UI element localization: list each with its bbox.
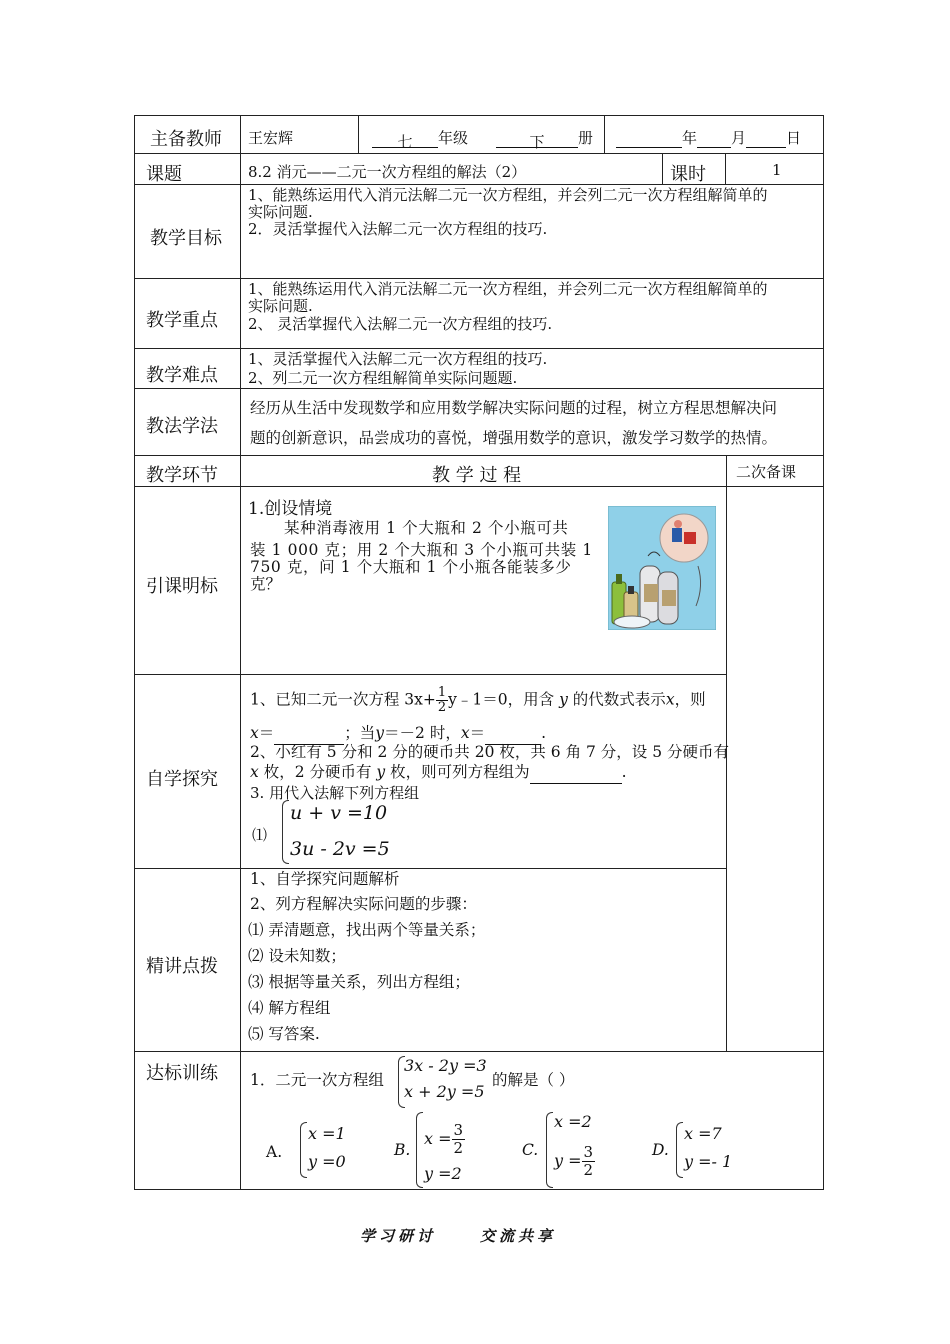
goals-line2: 实际问题. <box>248 203 313 221</box>
month-label: 月 <box>731 129 747 147</box>
row-divider <box>134 184 824 185</box>
lecture-step3: ⑶ 根据等量关系，列出方程组； <box>248 973 470 991</box>
q1-fraction <box>436 686 448 715</box>
option-a-label[interactable]: A. <box>266 1143 283 1161</box>
q3-system-brace <box>282 800 289 864</box>
difficulties-label: 教学难点 <box>146 365 218 386</box>
lecture-label: 精讲点拨 <box>146 956 218 977</box>
row-divider <box>134 348 824 349</box>
process-label: 教 学 过 程 <box>432 465 522 486</box>
q1-condition: ＝－2 时， <box>384 724 461 742</box>
row-divider <box>134 455 824 456</box>
self-study-q3: 3. 用代入法解下列方程组 <box>250 784 420 802</box>
year-label: 年 <box>682 129 698 147</box>
key-points-label: 教学重点 <box>146 310 218 331</box>
notes-label: 二次备课 <box>736 463 797 481</box>
option-c-brace <box>546 1112 553 1188</box>
q1-text-when: ；当 <box>344 724 376 742</box>
teacher-name: 王宏辉 <box>248 129 294 147</box>
lecture-step4: ⑷ 解方程组 <box>248 999 331 1017</box>
row-divider <box>134 674 726 675</box>
option-a-eq2: y =0 <box>308 1152 346 1171</box>
stage-label: 教学环节 <box>146 465 218 486</box>
option-b-fraction <box>452 1122 466 1157</box>
q1-text-c: 的代数式表示 <box>572 690 666 709</box>
q1-period: . <box>541 724 547 742</box>
q1-fraction-denominator: 2 <box>437 700 447 715</box>
topic-label: 课题 <box>146 164 182 185</box>
lecture-step1: ⑴ 弄清题意，找出两个等量关系； <box>248 921 486 939</box>
goals-label: 教学目标 <box>150 228 222 249</box>
option-c-denominator: 2 <box>583 1161 594 1179</box>
teacher-label: 主备教师 <box>150 129 222 150</box>
column-divider <box>662 153 663 184</box>
column-divider <box>725 153 726 184</box>
q3-equation-2: 3u - 2v =5 <box>290 838 390 860</box>
q2-text-b: 枚，则可列方程组为 <box>390 763 530 781</box>
key-points-line1: 1、能熟练运用代入消元法解二元一次方程组，并会列二元一次方程组解简单的 <box>248 280 768 298</box>
practice-q1-prefix: 1．二元一次方程组 <box>250 1071 384 1089</box>
row-divider <box>134 1051 824 1052</box>
row-divider <box>134 868 726 869</box>
q1-text-a: 1、已知二元一次方程 3x+ <box>250 690 436 709</box>
q1-text-d: ，则 <box>674 690 706 709</box>
option-d-label[interactable]: D. <box>652 1141 669 1159</box>
q1-var-x: x <box>665 690 675 709</box>
self-study-q2-line2 <box>250 760 627 784</box>
q1-var-y: y <box>559 690 568 709</box>
difficulties-line1: 1、灵活掌握代入法解二元一次方程组的技巧. <box>248 350 548 368</box>
option-c-numerator: 3 <box>583 1143 594 1161</box>
intro-title: 1.创设情境 <box>248 499 333 519</box>
methods-line2: 题的创新意识，品尝成功的喜悦，增强用数学的意识，激发学习数学的热情。 <box>250 429 778 447</box>
goals-line3: 2．灵活掌握代入法解二元一次方程组的技巧. <box>248 220 548 238</box>
footer-right: 交流共享 <box>480 1227 557 1245</box>
intro-line1: 某种消毒液用 1 个大瓶和 2 个小瓶可共 <box>284 519 569 537</box>
q1-equals-2: ＝ <box>469 724 486 742</box>
q1-var-y2: y <box>375 724 385 742</box>
self-study-q1-line1 <box>250 686 706 715</box>
footer-left: 学习研讨 <box>360 1227 437 1245</box>
row-divider <box>134 388 824 389</box>
hours-value: 1 <box>772 161 782 179</box>
q3-equation-1: u + v =10 <box>290 802 388 824</box>
option-d-eq1: x =7 <box>684 1124 722 1143</box>
grade-label: 年级 <box>438 129 469 147</box>
grade-value: 七 <box>372 131 438 148</box>
option-b-denominator: 2 <box>453 1139 464 1157</box>
option-b-eq1 <box>424 1122 465 1157</box>
date-field <box>616 127 801 148</box>
methods-line1: 经历从生活中发现数学和应用数学解决实际问题的过程，树立方程思想解决问 <box>250 399 778 417</box>
column-divider <box>358 115 359 153</box>
lecture-step2: ⑵ 设未知数； <box>248 947 346 965</box>
option-b-label[interactable]: B. <box>394 1141 411 1159</box>
q1-fraction-numerator: 1 <box>437 685 447 700</box>
day-label: 日 <box>786 129 802 147</box>
self-study-q2-line1: 2、小红有 5 分和 2 分的硬币共 20 枚，共 6 角 7 分，设 5 分硬币有 <box>250 743 730 761</box>
practice-eq2: x + 2y =5 <box>404 1082 485 1101</box>
q2-blank[interactable] <box>530 767 622 784</box>
key-points-line2: 实际问题. <box>248 297 313 315</box>
q1-equals: ＝ <box>258 724 275 742</box>
option-a-eq1: x =1 <box>308 1124 346 1143</box>
q3-index: ⑴ <box>252 826 268 844</box>
option-d-brace <box>676 1122 683 1178</box>
option-c-eq2 <box>554 1144 595 1179</box>
lesson-plan-table <box>134 115 824 1190</box>
option-d-eq2: y =- 1 <box>684 1152 733 1171</box>
option-b-brace <box>416 1112 423 1188</box>
semester-field <box>496 127 594 151</box>
q1-var-x2: x <box>460 724 470 742</box>
intro-line2: 装 1 000 克；用 2 个大瓶和 3 个小瓶可共装 1 <box>250 541 593 559</box>
methods-label: 教法学法 <box>146 416 218 437</box>
key-points-line3: 2、 灵活掌握代入法解二元一次方程组的技巧. <box>248 315 553 333</box>
q1-answer-x: x <box>250 724 259 742</box>
row-divider <box>134 278 824 279</box>
q2-period: . <box>621 763 627 781</box>
option-c-fraction <box>582 1144 596 1179</box>
grade-field <box>372 127 469 151</box>
column-divider <box>240 115 241 1190</box>
lecture-item1: 1、自学探究问题解析 <box>250 870 400 888</box>
lecture-item2: 2、列方程解决实际问题的步骤： <box>250 895 477 913</box>
practice-eq1: 3x - 2y =3 <box>404 1056 487 1075</box>
self-study-label: 自学探究 <box>146 769 218 790</box>
lecture-step5: ⑸ 写答案. <box>248 1025 320 1043</box>
semester-label: 册 <box>578 129 594 147</box>
option-b-numerator: 3 <box>453 1121 464 1139</box>
option-b-eq2: y =2 <box>424 1164 462 1183</box>
intro-label: 引课明标 <box>146 576 218 597</box>
intro-line3: 750 克，问 1 个大瓶和 1 个小瓶各能装多少 <box>250 558 572 576</box>
option-b-eq1-lhs: x = <box>424 1129 452 1148</box>
q2-text-a: 枚，2 分硬币有 <box>263 763 372 781</box>
disinfectant-bottles-illustration <box>608 506 716 630</box>
q2-var-x: x <box>250 763 259 781</box>
difficulties-line2: 2、列二元一次方程组解简单实际问题题. <box>248 369 518 387</box>
practice-q1-suffix: 的解是（ ） <box>492 1071 575 1089</box>
q2-var-y: y <box>376 763 386 781</box>
row-divider <box>134 153 824 154</box>
goals-line1: 1、能熟练运用代入消元法解二元一次方程组，并会列二元一次方程组解简单的 <box>248 186 768 204</box>
option-c-eq1: x =2 <box>554 1112 592 1131</box>
option-a-brace <box>300 1122 307 1178</box>
option-c-eq2-lhs: y = <box>554 1151 582 1170</box>
topic-value: 8.2 消元——二元一次方程组的解法（2） <box>248 163 527 181</box>
column-divider <box>604 115 605 153</box>
practice-label: 达标训练 <box>146 1063 218 1084</box>
q1-text-b: y﹣1＝0，用含 <box>448 690 555 709</box>
hours-label: 课时 <box>670 164 706 185</box>
semester-value: 下 <box>496 131 578 148</box>
option-c-label[interactable]: C. <box>522 1141 539 1159</box>
intro-line4: 克？ <box>250 575 282 593</box>
